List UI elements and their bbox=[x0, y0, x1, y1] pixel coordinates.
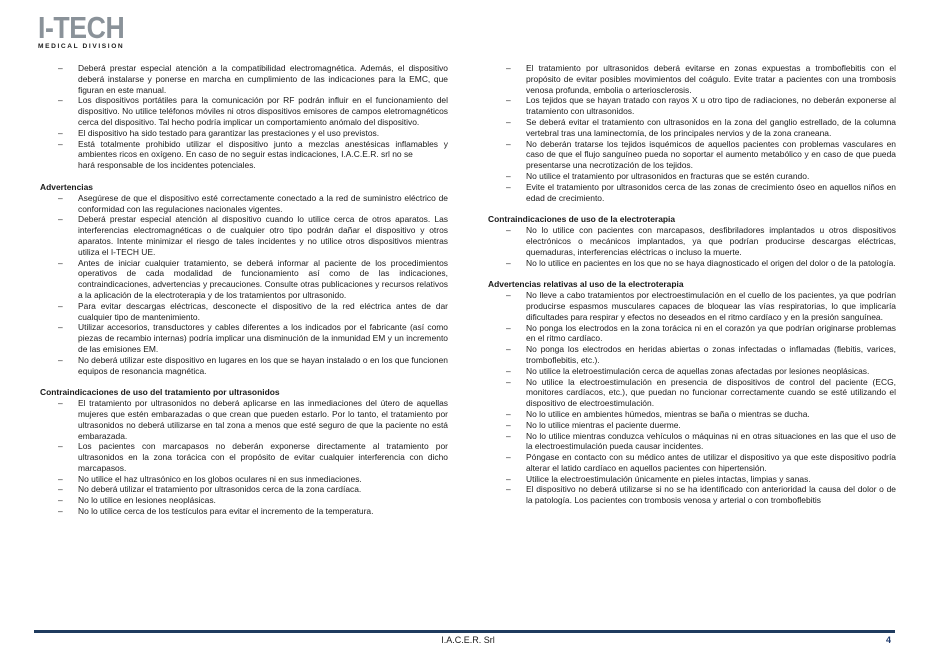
footer-divider bbox=[34, 630, 895, 633]
list-item: – No deberá utilizar el tratamiento por ultrasonidos cerca de la zona cardíaca. bbox=[40, 484, 448, 495]
list-item: – No lo utilice mientras el paciente duerme. bbox=[488, 420, 896, 431]
list-item: – Para evitar descargas eléctricas, desconecte el dispositivo de la red eléctrica antes de dar cualquier tipo de mantenimiento. bbox=[40, 301, 448, 323]
list-item: – Deberá prestar especial atención al dispositivo cuando lo utilice cerca de otros aparatos. Las interferencias electromagnéticas o de cualquier otro tipo podrán dañar el dispositivo y otros aparatos. Intente minimizar el riesgo de tales incidentes y no utilice otros dispositivos mientras utiliza el I-TECH UE. bbox=[40, 214, 448, 257]
list-item: – No ponga los electrodos en la zona torácica ni en el corazón ya que podrían originarse problemas en el ritmo cardíaco. bbox=[488, 323, 896, 345]
list-item: – No utilice el tratamiento por ultrasonidos en fracturas que se estén curando. bbox=[488, 171, 896, 182]
contraindicaciones-electroterapia-list bbox=[488, 225, 896, 268]
section-heading-contraindicaciones-ultrasonidos: Contraindicaciones de uso del tratamiento por ultrasonidos bbox=[40, 387, 280, 398]
section-heading-advertencias-electroterapia: Advertencias relativas al uso de la electroterapia bbox=[488, 279, 684, 290]
list-item: – Póngase en contacto con su médico antes de utilizar el dispositivo ya que este dispositivo podría alterar el latido cardíaco en aquellos pacientes con hipertensión. bbox=[488, 452, 896, 474]
list-item: – No lo utilice con pacientes con marcapasos, desfibriladores implantados u otros dispositivos electrónicos o mecánicos implantados, ya que podrían producirse descargas eléctricas, quemaduras, interferencias eléctricas o incluso la muerte. bbox=[488, 225, 896, 257]
list-item: – El tratamiento por ultrasonidos no deberá aplicarse en las inmediaciones del útero de aquellas mujeres que estén embarazadas o que crean que pueden estarlo. Por lo tanto, el tratamiento por ultrasonidos no deberá utilizarse en tal zona a menos que esté seguro de que la paciente no está embarazada. bbox=[40, 398, 448, 441]
list-item: – No lo utilice en ambientes húmedos, mientras se baña o mientras se ducha. bbox=[488, 409, 896, 420]
list-item: – El dispositivo no deberá utilizarse si no se ha identificado con anterioridad la causa del dolor o de la patología. Los pacientes con trombosis venosa y arterial o con tromboflebitis bbox=[488, 484, 896, 506]
contraindicaciones-ultrasonidos-list bbox=[40, 398, 448, 517]
list-item: – No utilice la eletroestimulación cerca de aquellas zonas afectadas por lesiones neoplásicas. bbox=[488, 366, 896, 377]
section-heading-contraindicaciones-electroterapia: Contraindicaciones de uso de la electroterapia bbox=[488, 214, 676, 225]
ultrasonidos-continuation-list bbox=[488, 63, 896, 203]
list-item: – No lo utilice mientras conduzca vehículos o máquinas ni en otras situaciones en las que el uso de la electroestimulación pueda causar incidentes. bbox=[488, 431, 896, 453]
company-logo bbox=[38, 10, 138, 50]
list-item: – Está totalmente prohibido utilizar el dispositivo junto a mezclas anestésicas inflamables y ambientes ricos en oxígeno. En caso de no seguir estas indicaciones, I.A.C.E.R. srl no se bbox=[40, 139, 448, 161]
left-column bbox=[40, 63, 448, 517]
list-item: – Los pacientes con marcapasos no deberán exponerse directamente al tratamiento por ultrasonidos en la zona torácica con el propósito de evitar cualquier interferencia con dicho marcapasos. bbox=[40, 441, 448, 473]
list-item: – Asegúrese de que el dispositivo esté correctamente conectado a la red de suministro eléctrico de conformidad con las regulaciones nacionales vigentes. bbox=[40, 193, 448, 215]
list-item: – Utilizar accesorios, transductores y cables diferentes a los indicados por el fabricante (así como piezas de recambio internas) podría implicar una disminución de la inmunidad EM y un incremento de las emisiones EM. bbox=[40, 322, 448, 354]
list-item: – No ponga los electrodos en heridas abiertas o zonas infectadas o inflamadas (flebitis, varices, tromboflebitis, etc.). bbox=[488, 344, 896, 366]
list-item: – No lo utilice en lesiones neoplásicas. bbox=[40, 495, 448, 506]
list-item: – No lo utilice cerca de los testículos para evitar el incremento de la temperatura. bbox=[40, 506, 448, 517]
list-item: – Se deberá evitar el tratamiento con ultrasonidos en la zona del ganglio estrellado, de la columna vertebral tras una laminectomía, de los principales nervios y de la zona craneana. bbox=[488, 117, 896, 139]
logo-subtitle: MEDICAL DIVISION bbox=[38, 43, 125, 50]
list-item: – No utilice el haz ultrasónico en los globos oculares ni en sus inmediaciones. bbox=[40, 474, 448, 485]
list-item: – No lleve a cabo tratamientos por electroestimulación en el cuello de los pacientes, ya que podrían producirse espasmos musculares capaces de bloquear las vías respiratorias, lo que implicaría dificultades para respirar y efectos no deseados en el ritmo cardíaco y en la presión sanguínea. bbox=[488, 290, 896, 322]
advertencias-electroterapia-list bbox=[488, 290, 896, 506]
list-item: – Los tejidos que se hayan tratado con rayos X u otro tipo de radiaciones, no deberán exponerse al tratamiento con ultrasonidos. bbox=[488, 95, 896, 117]
list-item: – No lo utilice en pacientes en los que no se haya diagnosticado el origen del dolor o de la patología. bbox=[488, 258, 896, 269]
list-item-continuation: hará responsable de los incidentes potenciales. bbox=[78, 160, 256, 171]
page-number: 4 bbox=[886, 635, 892, 645]
list-item: – No utilice la electroestimulación en presencia de dispositivos de control del paciente (ECG, monitores cardíacos, etc.), que puedan no funcionar correctamente cuando se esté utilizando el dispositivo de electroestimulación. bbox=[488, 377, 896, 409]
list-item: – El dispositivo ha sido testado para garantizar las prestaciones y el uso previstos. bbox=[40, 128, 448, 139]
list-item: – Utilice la electroestimulación únicamente en pieles intactas, limpias y sanas. bbox=[488, 474, 896, 485]
intro-list bbox=[40, 63, 448, 160]
list-item: – Deberá prestar especial atención a la compatibilidad electromagnética. Además, el dispositivo deberá instalarse y ponerse en marcha en cumplimiento de las indicaciones para la EMC, que figuran en este manual. bbox=[40, 63, 448, 95]
list-item: – El tratamiento por ultrasonidos deberá evitarse en zonas expuestas a tromboflebitis con el propósito de evitar posibles movimientos del coágulo. Evite tratar a pacientes con una trombosis venosa profunda, embolia o arteriosclerosis. bbox=[488, 63, 896, 95]
advertencias-list bbox=[40, 193, 448, 377]
right-column bbox=[488, 63, 896, 506]
list-item: – Evite el tratamiento por ultrasonidos cerca de las zonas de crecimiento óseo en aquellos niños en edad de crecimiento. bbox=[488, 182, 896, 204]
list-item: – No deberá utilizar este dispositivo en lugares en los que se hayan instalado o en los que funcionen equipos de resonancia magnética. bbox=[40, 355, 448, 377]
list-item: – No deberán tratarse los tejidos isquémicos de aquellos pacientes con problemas vasculares en caso de que el flujo sanguíneo pueda no soportar el aumento metabólico y en caso de que pueda presentarse una necrotización de los tejidos. bbox=[488, 139, 896, 171]
logo-text: I-TECH bbox=[38, 10, 125, 45]
list-item: – Antes de iniciar cualquier tratamiento, se deberá informar al paciente de los procedimientos operativos de cada modalidad de funcionamiento así como de las indicaciones, contraindicaciones, advertencias y precauciones. Consulte otras publicaciones y recursos relativos a la aplicación de la electroterapia y de los tratamientos por ultrasonido. bbox=[40, 258, 448, 301]
footer-company: I.A.C.E.R. Srl bbox=[441, 635, 495, 645]
list-item: – Los dispositivos portátiles para la comunicación por RF podrán influir en el funcionamiento del dispositivo. No utilice teléfonos móviles ni otros dispositivos emisores de campos eletromagnéticos cerca del dispositivo. Tal hecho podría implicar un comportamiento anómalo del dispositivo. bbox=[40, 95, 448, 127]
section-heading-advertencias: Advertencias bbox=[40, 181, 93, 192]
